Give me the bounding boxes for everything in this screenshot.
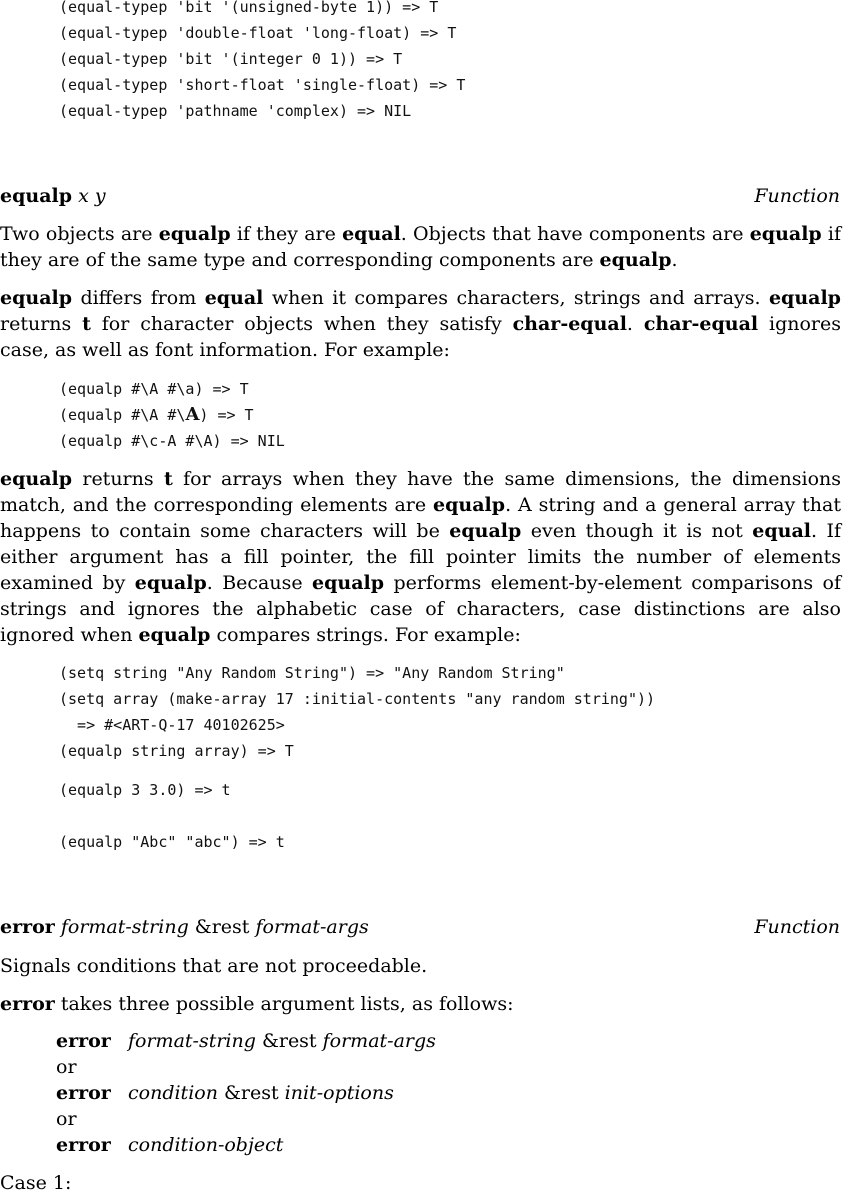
- syntax-form-1: error format-string &rest format-args: [56, 1030, 436, 1052]
- entry-kind: Function: [754, 185, 840, 207]
- equalp-paragraph-1: Two objects are equalp if they are equal. Objects that have components are equalp if they are of the same type and corresponding components are equalp.: [0, 223, 842, 271]
- code-line: (setq string "Any Random String") => "Any Random String": [59, 664, 565, 682]
- equal-typep-examples: [59, 0, 465, 124]
- code-line: (equal-typep 'double-float 'long-float) => T: [59, 24, 457, 42]
- code-line: => #<ART-Q-17 40102625>: [59, 716, 285, 734]
- equalp-char-examples: [59, 376, 285, 454]
- equalp-number-example: [59, 777, 231, 803]
- code-line: (equal-typep 'bit '(integer 0 1)) => T: [59, 50, 403, 68]
- syntax-or: or: [56, 1056, 77, 1078]
- code-line: (equalp string array) => T: [59, 742, 294, 760]
- error-paragraph-2: error takes three possible argument lists, as follows:: [0, 993, 514, 1015]
- syntax-form-2: error condition &rest init-options: [56, 1082, 394, 1104]
- error-argument-forms: [56, 1028, 436, 1158]
- error-paragraph-1: Signals conditions that are not proceedable.: [0, 955, 428, 977]
- code-line: (setq array (make-array 17 :initial-contents "any random string")): [59, 690, 656, 708]
- syntax-or: or: [56, 1108, 77, 1130]
- code-line: (equalp #\A #\A) => T: [59, 404, 254, 425]
- code-line: (equalp 3 3.0) => t: [59, 781, 231, 799]
- code-line: (equalp "Abc" "abc") => t: [59, 833, 285, 851]
- syntax-form-3: error condition-object: [56, 1134, 284, 1156]
- code-line: (equal-typep 'bit '(unsigned-byte 1)) => T: [59, 0, 439, 16]
- function-args: format-string: [60, 916, 189, 938]
- equalp-paragraph-3: equalp returns t for arrays when they have the same dimensions, the dimensions match, and the corresponding elements are equalp. A string and a general array that happens to contain some characters will be equalp even though it is not equal. If either argument has a fill pointer, the fill pointer limits the number of elements examined by equalp. Because equalp performs element-by-element comparisons of strings and ignores the alphabetic case of characters, case distinctions are also ignored when equalp compares strings. For example:: [0, 468, 841, 646]
- code-line: (equalp #\A #\a) => T: [59, 380, 249, 398]
- equalp-string-examples: [59, 660, 655, 764]
- function-name: error: [0, 916, 55, 938]
- code-line: (equal-typep 'short-float 'single-float) => T: [59, 76, 466, 94]
- function-name: equalp: [0, 185, 73, 207]
- case-label: Case 1:: [0, 1172, 72, 1194]
- equalp-entry-heading: [0, 183, 843, 209]
- equalp-case-example: [59, 829, 285, 855]
- error-entry-heading: error format-string &rest format-args Function: [0, 916, 840, 938]
- entry-kind: Function: [754, 916, 840, 938]
- code-line: (equalp #\c-A #\A) => NIL: [59, 432, 285, 450]
- function-args: x y: [78, 185, 106, 207]
- equalp-paragraph-2: equalp differs from equal when it compares characters, strings and arrays. equalp returns t for character objects when they satisfy char-equal. char-equal ignores case, as well as font information. For example:: [0, 287, 841, 361]
- code-line: (equal-typep 'pathname 'complex) => NIL: [59, 102, 412, 120]
